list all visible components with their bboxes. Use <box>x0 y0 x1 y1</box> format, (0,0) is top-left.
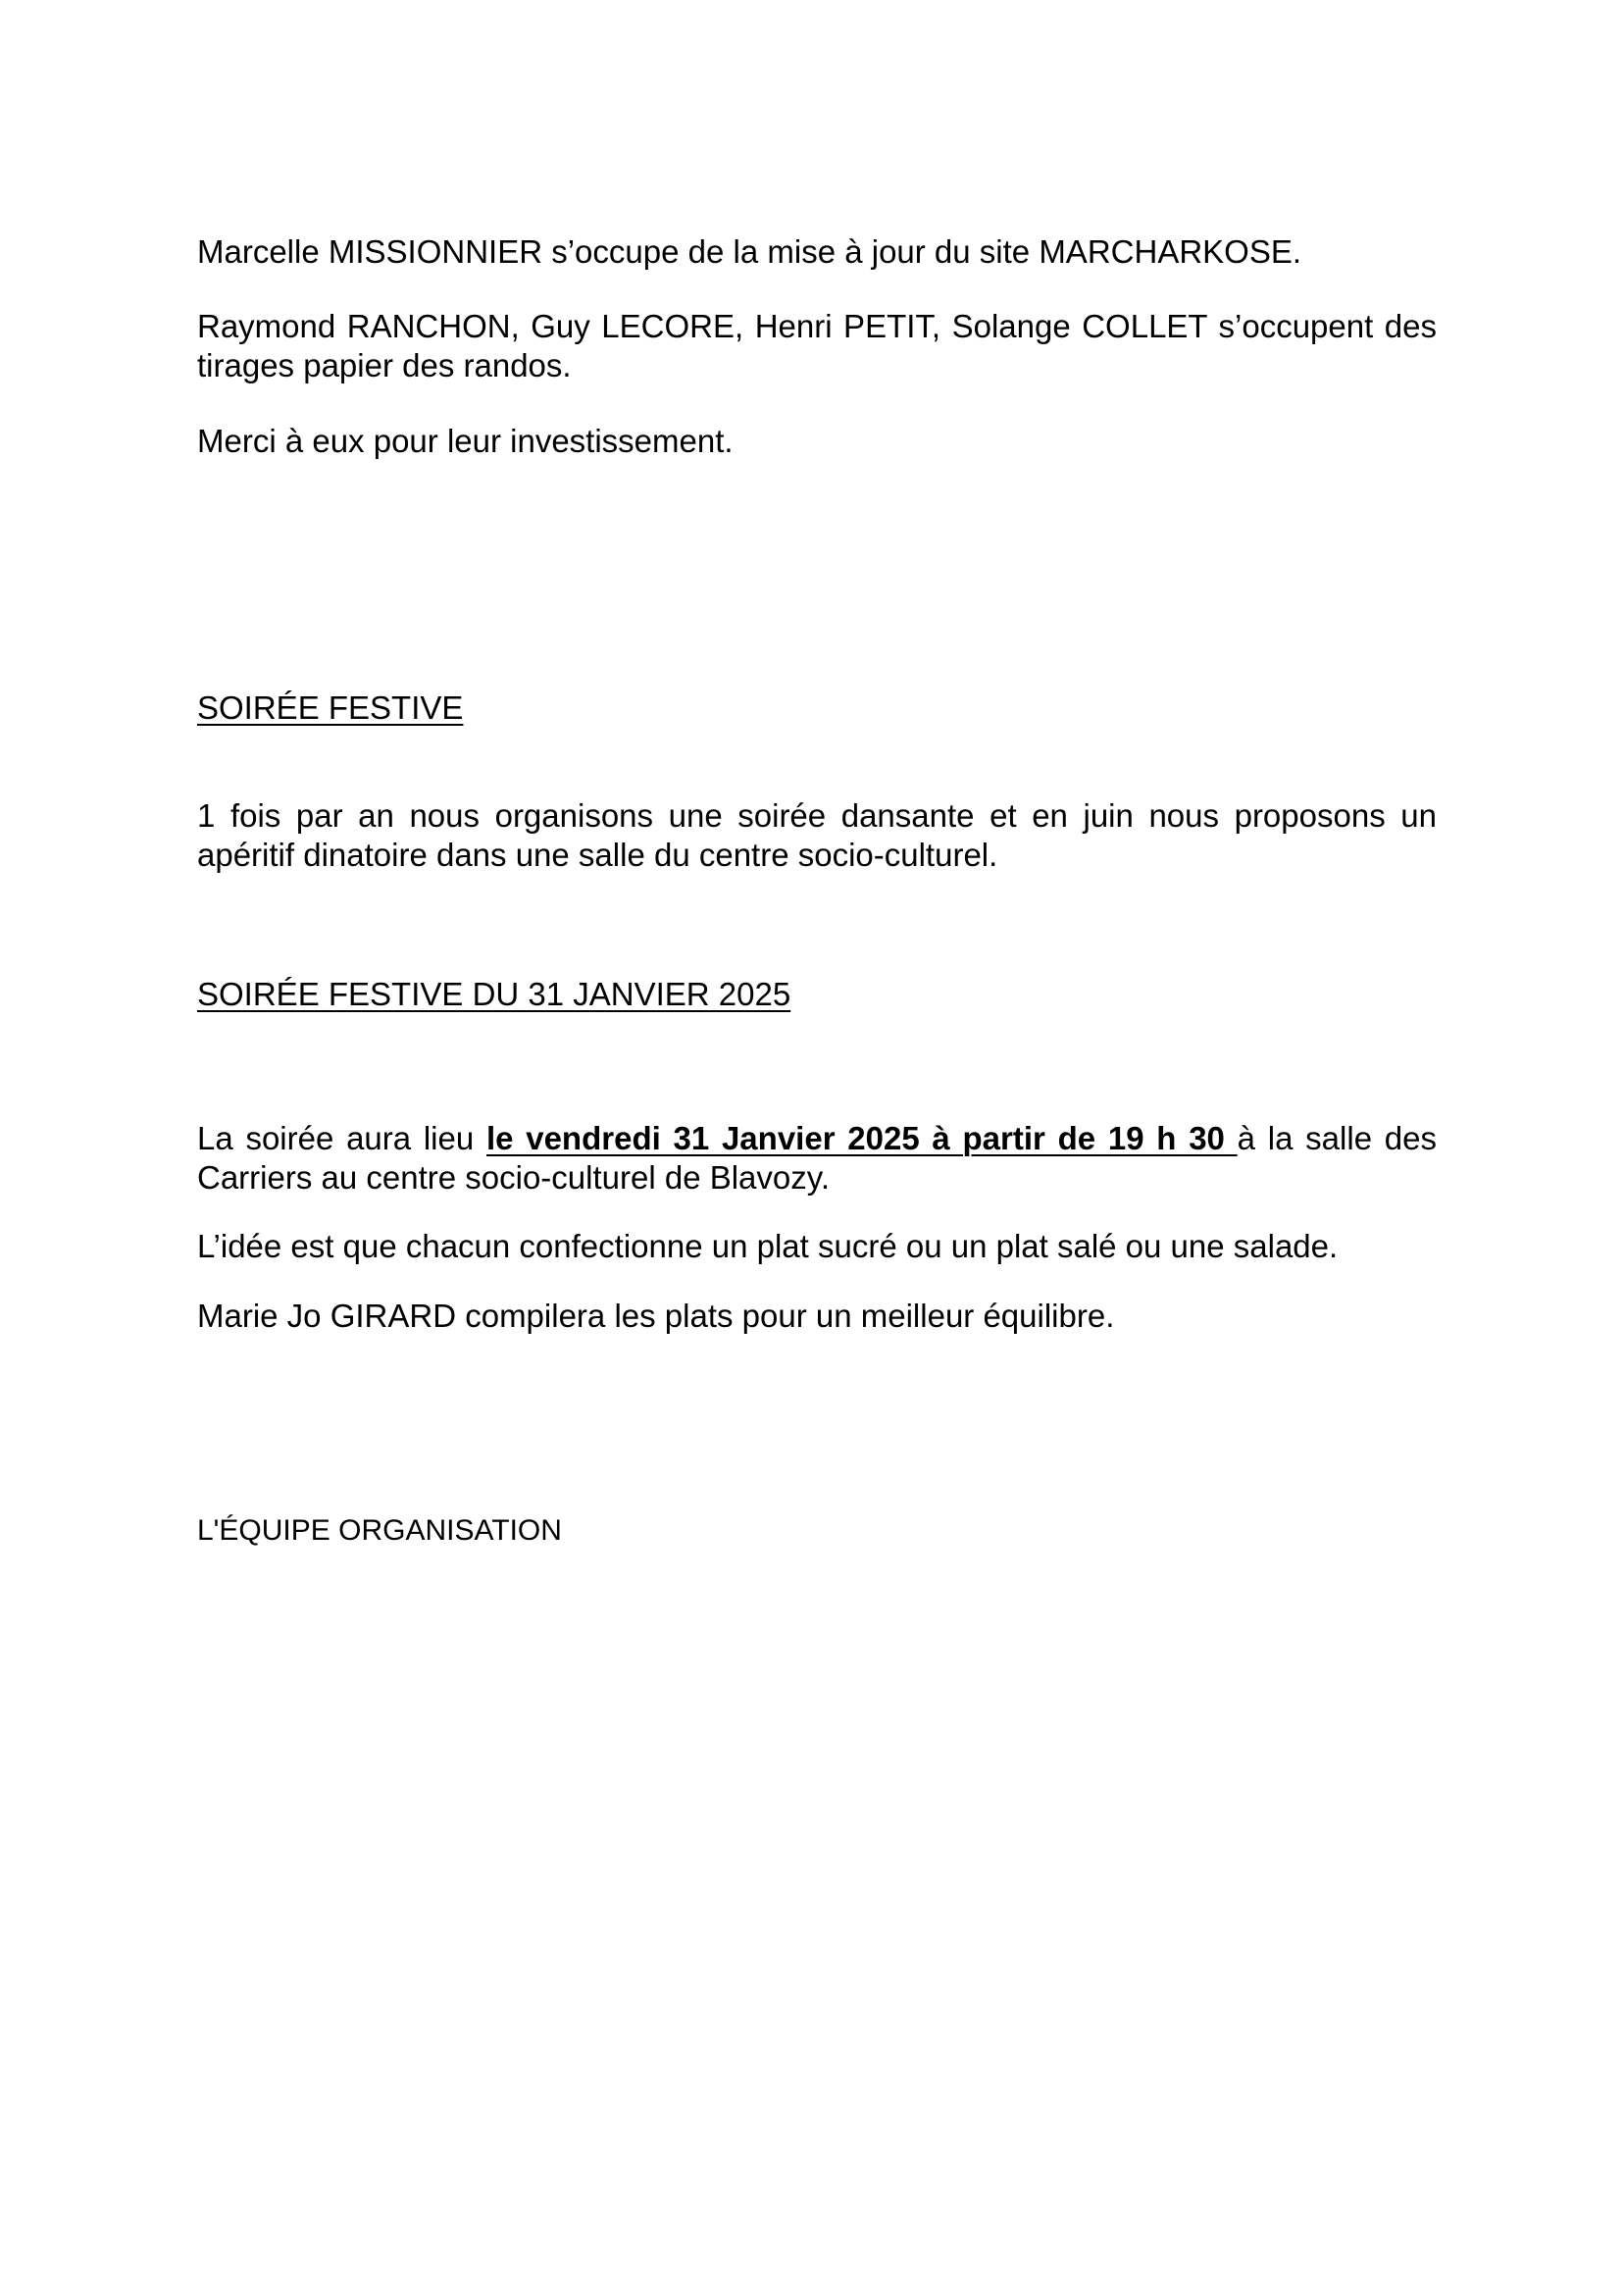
section-heading-soiree-festive: SOIRÉE FESTIVE <box>197 689 464 726</box>
paragraph-coordinator: Marie Jo GIRARD compilera les plats pour un meilleur équilibre. <box>197 1298 1115 1334</box>
event-datetime: le vendredi 31 Janvier 2025 à partir de 19 h 30 <box>485 1120 1238 1156</box>
paragraph-paper-prints: Raymond RANCHON, Guy LECORE, Henri PETIT, Solange COLLET s’occupent des tirages papier des randos. <box>197 308 1437 383</box>
paragraph-event-details <box>197 1119 1437 1198</box>
signature: L'ÉQUIPE ORGANISATION <box>197 1514 562 1547</box>
section-heading-soiree-janvier: SOIRÉE FESTIVE DU 31 JANVIER 2025 <box>197 976 791 1012</box>
event-intro-text: La soirée aura lieu <box>197 1120 486 1156</box>
paragraph-site-update: Marcelle MISSIONNIER s’occupe de la mise à jour du site MARCHARKOSE. <box>197 233 1302 270</box>
paragraph-thanks: Merci à eux pour leur investissement. <box>197 423 734 459</box>
paragraph-dishes: L’idée est que chacun confectionne un plat sucré ou un plat salé ou une salade. <box>197 1228 1339 1264</box>
paragraph-festive-description: 1 fois par an nous organisons une soirée dansante et en juin nous proposons un apéritif dinatoire dans une salle du centre socio-culturel. <box>197 797 1437 873</box>
event-location-text: à la salle des Carriers au centre socio-culturel de Blavozy. <box>197 1120 1437 1196</box>
